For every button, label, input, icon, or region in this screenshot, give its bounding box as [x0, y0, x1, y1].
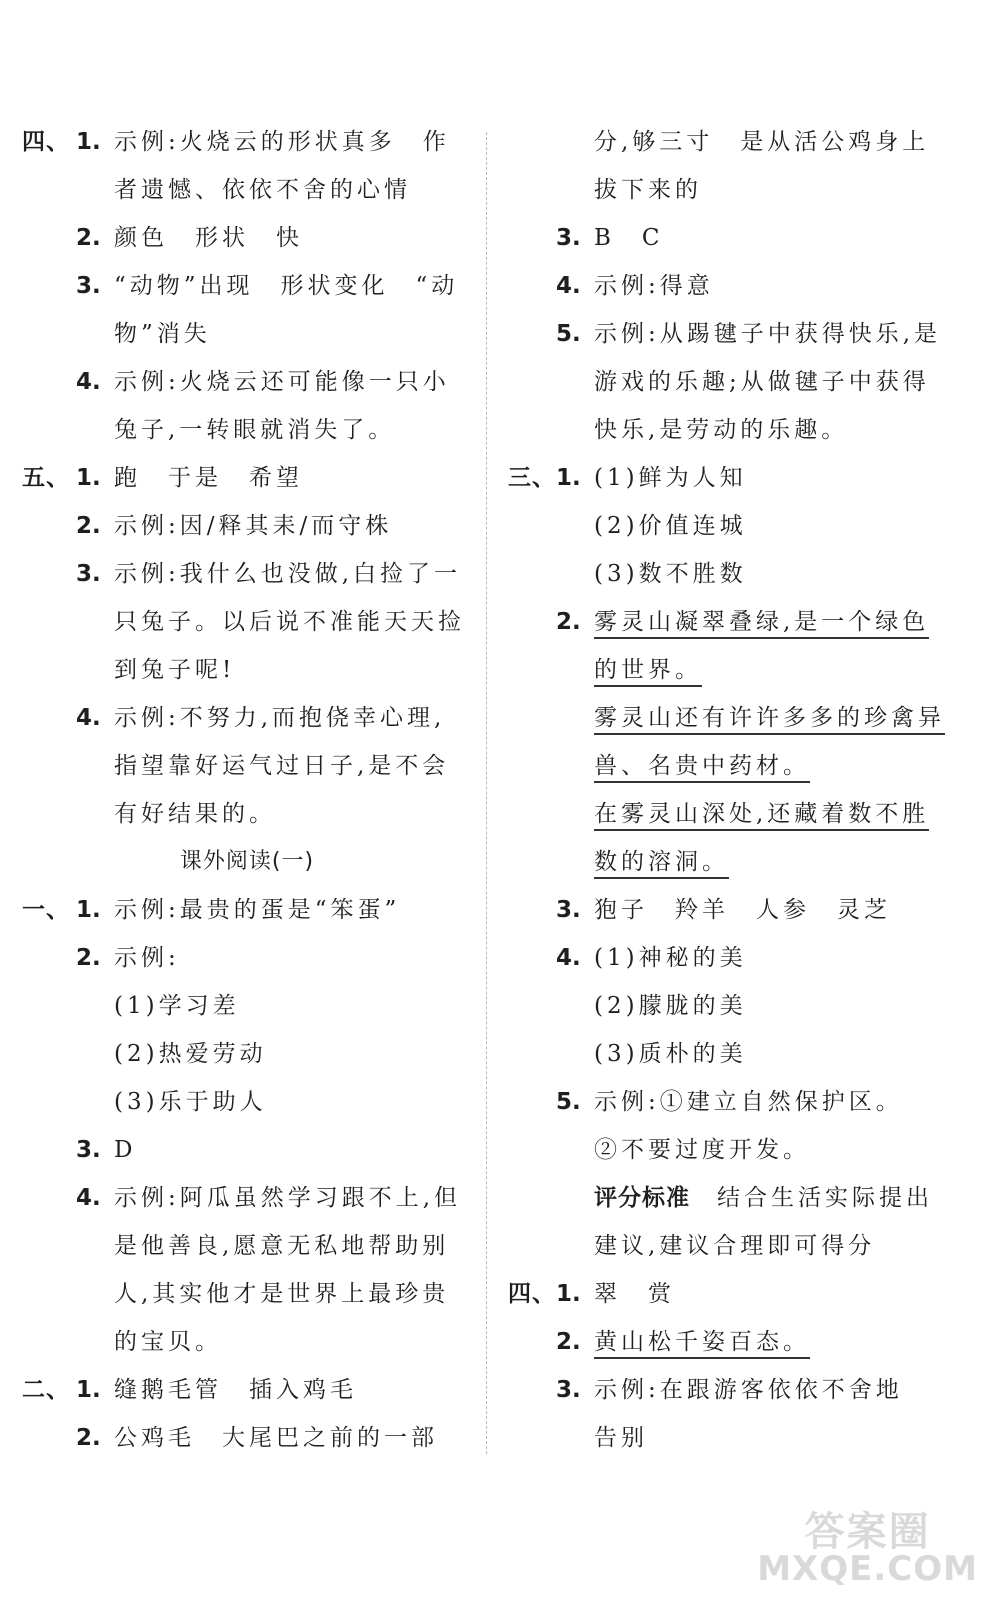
answer-text-wrap	[594, 550, 747, 598]
answer-text: 示例:从踢毽子中获得快乐,是	[594, 321, 942, 347]
question-number: 1.	[76, 129, 101, 155]
section-number: 四、	[22, 128, 70, 155]
answer-text-wrap	[114, 502, 392, 550]
answer-text-wrap	[114, 694, 445, 742]
answer-text-wrap	[114, 1078, 267, 1126]
answer-text-wrap	[594, 454, 747, 502]
answer-line	[22, 790, 472, 838]
answer-line	[508, 1318, 958, 1366]
question-number: 3.	[556, 225, 581, 251]
underlined-answer: 的世界。	[594, 657, 702, 687]
answer-text-wrap	[594, 1126, 810, 1174]
answer-line	[508, 550, 958, 598]
answer-line	[508, 1078, 958, 1126]
question-number: 1.	[76, 465, 101, 491]
answer-text: 拔下来的	[594, 177, 702, 203]
answer-text-wrap	[594, 646, 702, 694]
answer-text-wrap	[594, 1078, 903, 1126]
answer-text: 示例:①建立自然保护区。	[594, 1089, 903, 1115]
answer-text-wrap	[594, 694, 945, 742]
section-number: 二、	[22, 1376, 70, 1403]
answer-text-wrap	[594, 118, 929, 166]
question-number: 1.	[556, 465, 581, 491]
answer-text-wrap	[594, 1222, 875, 1270]
answer-text: (1)鲜为人知	[594, 465, 747, 491]
answer-text-wrap	[594, 934, 747, 982]
answer-text: 分,够三寸 是从活公鸡身上	[594, 129, 930, 155]
question-number: 3.	[76, 1137, 101, 1163]
watermark-text: 答案圈	[804, 1509, 931, 1555]
answer-text: 示例:不努力,而抱侥幸心理,	[114, 705, 446, 731]
answer-line	[22, 502, 472, 550]
answer-text: 游戏的乐趣;从做毽子中获得	[594, 369, 930, 395]
question-number: 2.	[76, 513, 101, 539]
answer-line	[22, 310, 472, 358]
answer-line	[508, 1414, 958, 1462]
answer-text: 的宝贝。	[114, 1329, 222, 1355]
question-number: 2.	[76, 225, 101, 251]
answer-line	[508, 1270, 958, 1318]
answer-text: (2)热爱劳动	[114, 1041, 267, 1067]
answer-line	[22, 646, 472, 694]
answer-line	[22, 742, 472, 790]
question-number: 1.	[76, 897, 101, 923]
question-number: 2.	[556, 1329, 581, 1355]
answer-text: 示例:	[114, 945, 180, 971]
answer-text: 示例:得意	[594, 273, 714, 299]
answer-text: 跑 于是 希望	[114, 465, 303, 491]
answer-line	[508, 790, 958, 838]
answer-line	[508, 982, 958, 1030]
answer-text-wrap	[114, 1222, 449, 1270]
answer-text-wrap	[594, 838, 729, 886]
answer-line	[508, 934, 958, 982]
watermark-url: MXQE.COM	[757, 1549, 978, 1589]
answer-text: 只兔子。以后说不准能天天捡	[114, 609, 465, 635]
watermark-logo	[757, 1509, 978, 1589]
question-number: 4.	[556, 945, 581, 971]
answer-line	[22, 1270, 472, 1318]
answer-text-wrap	[114, 646, 235, 694]
scoring-label: 评分标准	[594, 1185, 690, 1211]
answer-line	[508, 454, 958, 502]
question-number: 4.	[76, 705, 101, 731]
answer-line	[508, 310, 958, 358]
answer-text-wrap	[114, 406, 395, 454]
answer-text-wrap	[594, 886, 891, 934]
answer-text-wrap	[114, 934, 180, 982]
underlined-answer: 兽、名贵中药材。	[594, 753, 810, 783]
answer-line	[22, 982, 472, 1030]
question-number: 2.	[76, 1425, 101, 1451]
answer-line	[22, 1174, 472, 1222]
answer-text-wrap	[594, 166, 702, 214]
answer-line	[22, 1030, 472, 1078]
answer-text: 是他善良,愿意无私地帮助别	[114, 1233, 450, 1259]
answer-text-wrap	[114, 118, 450, 166]
answer-text: 指望靠好运气过日子,是不会	[114, 753, 450, 779]
answer-text: B C	[594, 225, 664, 251]
answer-text: 狍子 羚羊 人参 灵芝	[594, 897, 891, 923]
answer-line	[508, 694, 958, 742]
answer-text: 者遗憾、依依不舍的心情	[114, 177, 411, 203]
answer-text-wrap	[594, 262, 714, 310]
answer-line	[508, 406, 958, 454]
answer-text-wrap	[594, 502, 747, 550]
section-number: 一、	[22, 896, 70, 923]
answer-text-wrap	[114, 886, 400, 934]
answer-line	[508, 1222, 958, 1270]
answer-text-wrap	[114, 1030, 267, 1078]
answer-line	[22, 118, 472, 166]
answer-text-wrap	[114, 358, 450, 406]
answer-text-wrap	[114, 1126, 136, 1174]
answer-text: 示例:阿瓜虽然学习跟不上,但	[114, 1185, 462, 1211]
underlined-answer: 数的溶洞。	[594, 849, 729, 879]
answer-line	[508, 358, 958, 406]
answer-text-wrap	[594, 742, 810, 790]
answer-line	[508, 502, 958, 550]
answer-line	[508, 742, 958, 790]
answer-line	[22, 1414, 472, 1462]
answer-text: 缝鹅毛管 插入鸡毛	[114, 1377, 357, 1403]
answer-line	[508, 166, 958, 214]
answer-text: 人,其实他才是世界上最珍贵	[114, 1281, 450, 1307]
right-column	[508, 118, 958, 1462]
answer-line	[22, 262, 472, 310]
answer-text-wrap	[114, 262, 458, 310]
answer-text-wrap	[594, 1270, 675, 1318]
answer-line	[22, 1318, 472, 1366]
answer-text-wrap	[594, 1366, 903, 1414]
answer-text-wrap	[114, 454, 303, 502]
answer-line	[22, 1126, 472, 1174]
answer-text: “动物”出现 形状变化 “动	[114, 273, 459, 299]
answer-text-wrap	[114, 1270, 449, 1318]
question-number: 4.	[556, 273, 581, 299]
answer-text-wrap	[114, 550, 461, 598]
answer-text-wrap	[114, 310, 211, 358]
answer-text-wrap	[594, 790, 929, 838]
answer-text-wrap	[114, 166, 411, 214]
underlined-answer: 在雾灵山深处,还藏着数不胜	[594, 801, 929, 831]
answer-line	[508, 1174, 958, 1222]
answer-text-wrap	[114, 1318, 222, 1366]
answer-text: 结合生活实际提出	[690, 1185, 933, 1211]
answer-text-wrap	[114, 982, 240, 1030]
answer-text: 示例:火烧云还可能像一只小	[114, 369, 450, 395]
question-number: 3.	[556, 897, 581, 923]
answer-text-wrap	[114, 598, 465, 646]
answer-line	[508, 646, 958, 694]
section-heading: 课外阅读(一)	[179, 849, 315, 874]
answer-line	[22, 550, 472, 598]
section-number: 四、	[508, 1280, 556, 1307]
answer-line	[22, 934, 472, 982]
question-number: 3.	[76, 561, 101, 587]
answer-text: (2)朦胧的美	[594, 993, 747, 1019]
answer-line	[508, 118, 958, 166]
answer-line	[22, 598, 472, 646]
question-number: 4.	[76, 369, 101, 395]
answer-text-wrap	[114, 1366, 357, 1414]
left-column	[22, 118, 472, 1462]
answer-text-wrap	[114, 1174, 461, 1222]
answer-line	[508, 262, 958, 310]
answer-line	[508, 1030, 958, 1078]
answer-line	[22, 166, 472, 214]
answer-text: 翠 赏	[594, 1281, 675, 1307]
answer-text: 示例:我什么也没做,白捡了一	[114, 561, 462, 587]
underlined-answer: 雾灵山还有许许多多的珍禽异	[594, 705, 945, 735]
answer-text: 建议,建议合理即可得分	[594, 1233, 876, 1259]
answer-line	[508, 1126, 958, 1174]
answer-text-wrap	[594, 214, 664, 262]
answer-text-wrap	[594, 982, 747, 1030]
answer-text: (3)乐于助人	[114, 1089, 267, 1115]
answer-line	[508, 886, 958, 934]
answer-text: 示例:因/释其耒/而守株	[114, 513, 393, 539]
answer-text-wrap	[594, 358, 930, 406]
answer-text: (3)数不胜数	[594, 561, 747, 587]
question-number: 2.	[76, 945, 101, 971]
answer-line	[22, 1078, 472, 1126]
answer-line	[508, 838, 958, 886]
answer-text: 告别	[594, 1425, 648, 1451]
answer-line	[22, 1222, 472, 1270]
answer-text-wrap	[594, 1414, 648, 1462]
answer-text: (1)学习差	[114, 993, 240, 1019]
underlined-answer: 雾灵山凝翠叠绿,是一个绿色	[594, 609, 929, 639]
underlined-answer: 黄山松千姿百态。	[594, 1329, 810, 1359]
question-number: 3.	[76, 273, 101, 299]
answer-line	[508, 1366, 958, 1414]
answer-line	[22, 694, 472, 742]
question-number: 1.	[556, 1281, 581, 1307]
question-number: 5.	[556, 321, 581, 347]
answer-text-wrap	[594, 310, 941, 358]
answer-text-wrap	[594, 406, 848, 454]
answer-text: 颜色 形状 快	[114, 225, 303, 251]
answer-text: 兔子,一转眼就消失了。	[114, 417, 396, 443]
answer-text: (3)质朴的美	[594, 1041, 747, 1067]
answer-text-wrap	[114, 790, 276, 838]
answer-text-wrap	[114, 214, 303, 262]
answer-text: 物”消失	[114, 321, 211, 347]
answer-text: 有好结果的。	[114, 801, 276, 827]
section-number: 三、	[508, 464, 556, 491]
question-number: 3.	[556, 1377, 581, 1403]
section-number: 五、	[22, 464, 70, 491]
answer-line	[22, 214, 472, 262]
answer-text: 公鸡毛 大尾巴之前的一部	[114, 1425, 438, 1451]
question-number: 4.	[76, 1185, 101, 1211]
answer-line	[22, 358, 472, 406]
answer-text: 快乐,是劳动的乐趣。	[594, 417, 849, 443]
answer-text-wrap	[594, 1174, 933, 1222]
answer-line	[508, 214, 958, 262]
answer-line	[22, 886, 472, 934]
question-number: 5.	[556, 1089, 581, 1115]
answer-text: 示例:在跟游客依依不舍地	[594, 1377, 903, 1403]
answer-text: ②不要过度开发。	[594, 1137, 810, 1163]
answer-text: 示例:最贵的蛋是“笨蛋”	[114, 897, 401, 923]
answer-line	[22, 406, 472, 454]
answer-text: 示例:火烧云的形状真多 作	[114, 129, 450, 155]
answer-line	[22, 454, 472, 502]
answer-text-wrap	[594, 1030, 747, 1078]
answer-text-wrap	[594, 598, 929, 646]
column-divider	[486, 132, 487, 1454]
answer-text: 到兔子呢!	[114, 657, 236, 683]
answer-text: D	[114, 1137, 137, 1163]
question-number: 1.	[76, 1377, 101, 1403]
answer-text: (1)神秘的美	[594, 945, 747, 971]
answer-text: (2)价值连城	[594, 513, 747, 539]
answer-line	[508, 598, 958, 646]
answer-line	[22, 1366, 472, 1414]
answer-text-wrap	[594, 1318, 810, 1366]
answer-text-wrap	[114, 742, 449, 790]
answer-text-wrap	[114, 1414, 438, 1462]
question-number: 2.	[556, 609, 581, 635]
